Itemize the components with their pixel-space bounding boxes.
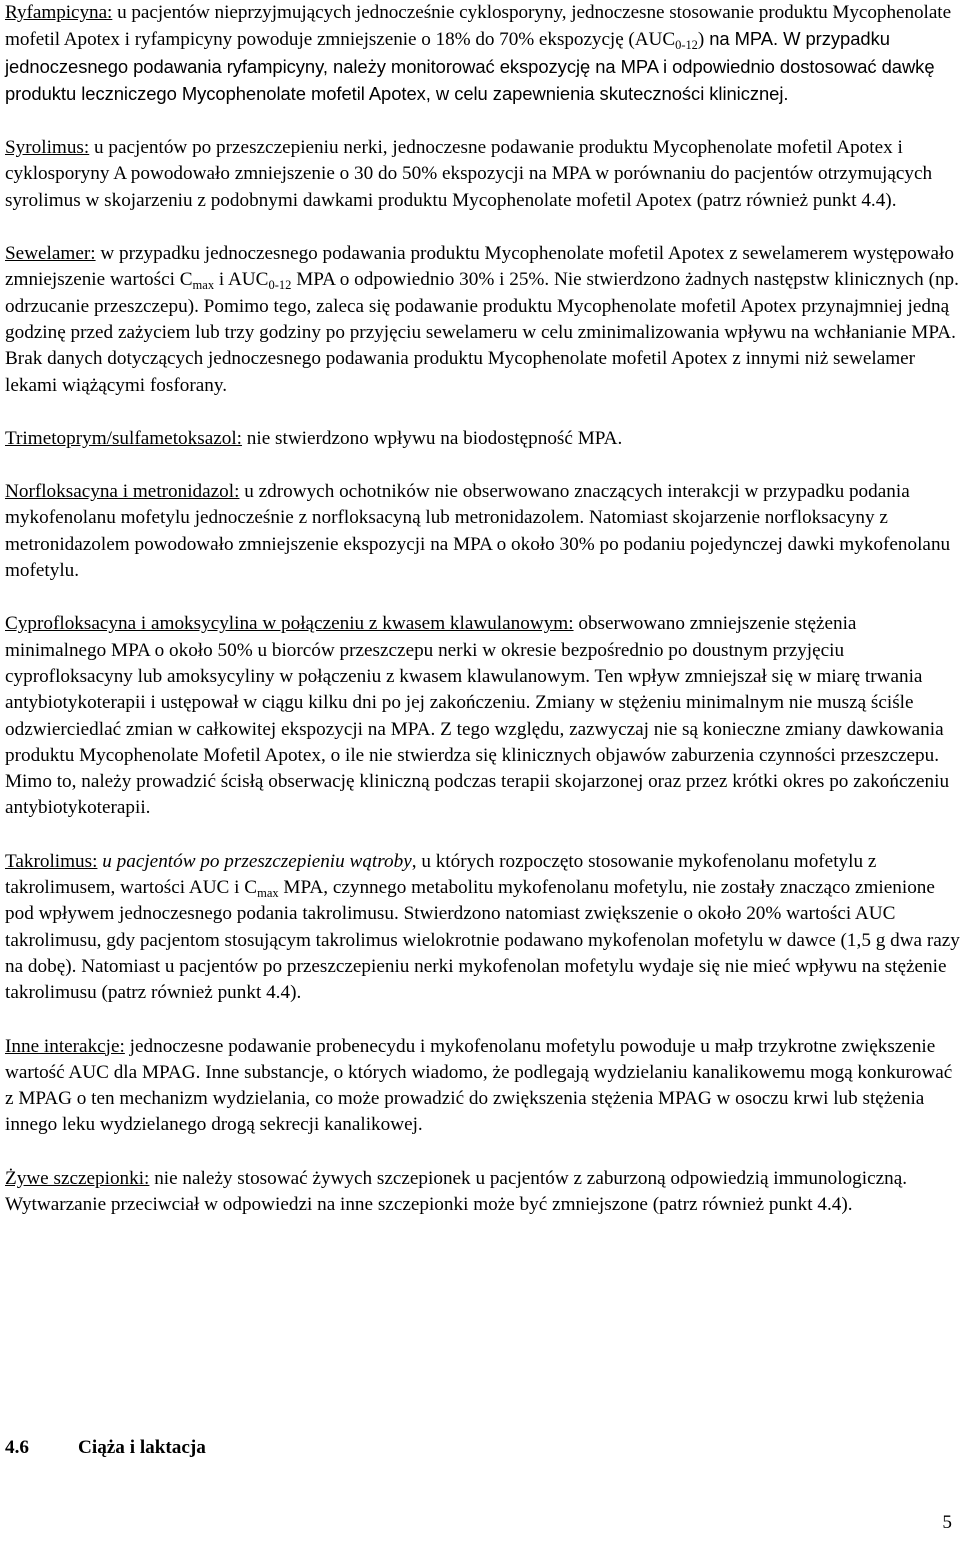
paragraph-inne-interakcje [5, 1034, 960, 1139]
text-ryfampicyna-2: ) [697, 29, 705, 51]
paragraph-ryfampicyna [5, 0, 960, 108]
paragraph-zywe-szczepionki [5, 1166, 960, 1219]
section-number: 4.6 [5, 1437, 29, 1458]
term-norfloksacyna: Norfloksacyna i metronidazol: [5, 481, 240, 503]
paragraph-cyprofloksacyna [5, 611, 960, 821]
paragraph-syrolimus [5, 135, 960, 214]
text-norfloksacyna: u zdrowych ochotników nie obserwowano znaczących interakcji w przypadku podania mykofenolanu mofetylu jednocześnie z norfloksacyną lub metronidazolem. Natomiast skojarzenie norfloksacyny z metronidazolem powodowało zmniejszenie ekspozycji na MPA o około 30% po podaniu pojedynczej dawki mykofenolanu mofetylu. [5, 481, 951, 582]
term-zywe-szczepionki: Żywe szczepionki: [5, 1167, 150, 1189]
document-page [5, 0, 960, 1245]
term-trimetoprym: Trimetoprym/sulfametoksazol: [5, 427, 242, 449]
paragraph-norfloksacyna [5, 479, 960, 584]
text-inne-interakcje: jednoczesne podawanie probenecydu i mykofenolanu mofetylu powoduje u małp trzykrotne zwiększenie wartość AUC dla MPAG. Inne substancje, o których wiadomo, że podlegają wydzielaniu kanalikowemu mogą konkurować z MPAG o ten mechanizm wydzielania, co może prowadzić do zwiększenia stężenia MPAG w osoczu krwi lub stężenia innego leku wydzielanego drogą sekrecji kanalikowej. [5, 1035, 953, 1136]
subscript-auc: 0-12 [675, 38, 698, 53]
paragraph-trimetoprym [5, 426, 960, 452]
page-number: 5 [942, 1512, 952, 1533]
paragraph-sewelamer [5, 241, 960, 399]
subscript-cmax-takrolimus: max [257, 886, 279, 901]
text-takrolimus-italic: u pacjentów po przeszczepieniu wątroby [102, 850, 412, 872]
text-sewelamer-2: i AUC [214, 269, 269, 291]
term-cyprofloksacyna: Cyprofloksacyna i amoksycylina w połączeniu z kwasem klawulanowym: [5, 613, 574, 635]
text-zywe-szczepionki: nie należy stosować żywych szczepionek u pacjentów z zaburzoną odpowiedzią immunologiczną. Wytwarzanie przeciwciał w odpowiedzi na inne szczepionki może być zmniejszone (patrz również punkt 4.4). [5, 1167, 908, 1215]
section-title: Ciąża i laktacja [78, 1437, 206, 1458]
text-takrolimus-1: , u których rozpoczęto stosowanie mykofenolanu mofetylu z takrolimusem, wartości AUC i C [5, 850, 877, 899]
section-heading [5, 1435, 206, 1461]
term-syrolimus: Syrolimus: [5, 137, 90, 159]
paragraph-takrolimus [5, 849, 960, 1007]
text-syrolimus: u pacjentów po przeszczepieniu nerki, jednoczesne podawanie produktu Mycophenolate mofetil Apotex i cyklosporyny A powodowało zmniejszenie o 30 do 50% ekspozycji na MPA w porównaniu do pacjentów otrzymujących syrolimus w skojarzeniu z podobnymi dawkami produktu Mycophenolate mofetil Apotex (patrz również punkt 4.4). [5, 137, 933, 211]
term-ryfampicyna: Ryfampicyna: [5, 2, 113, 23]
text-sewelamer-3: MPA o odpowiednio 30% i 25%. Nie stwierdzono żadnych następstw klinicznych (np. odrzucanie przeszczepu). Pomimo tego, zaleca się podawanie produktu Mycophenolate mofetil Apotex przynajmniej jedną godzinę przed zażyciem lub trzy godziny po przyjęciu sewelameru w celu zminimalizowania wpływu na wchłanianie MPA. Brak danych dotyczących jednoczesnego podawania produktu Mycophenolate mofetil Apotex z innymi niż sewelamer lekami wiążącymi fosforany. [5, 269, 959, 396]
text-sewelamer-1: w przypadku jednoczesnego podawania produktu Mycophenolate mofetil Apotex z sewelamerem występowało zmniejszenie wartości C [5, 243, 954, 291]
text-ryfampicyna-3: na MPA. W przypadku jednoczesnego podawania ryfampicyny, należy monitorować ekspozycję na MPA i odpowiednio dostosować dawkę produktu leczniczego Mycophenolate mofetil Apotex, w celu zapewnienia skuteczności klinicznej. [5, 28, 935, 104]
subscript-auc-range: 0-12 [268, 278, 292, 293]
text-takrolimus-2: MPA, czynnego metabolitu mykofenolanu mofetylu, nie zostały znacząco zmienione pod wpływem jednoczesnego podania takrolimusu. Stwierdzono natomiast zwiększenie o około 20% wartości AUC takrolimusu, gdy pacjentom stosującym takrolimus wielokrotnie podawano mykofenolan mofetylu w dawce (1,5 g dwa razy na dobę). Natomiast u pacjentów po przeszczepieniu nerki mykofenolan mofetylu wydaje się nie mieć wpływu na stężenie takrolimusu (patrz również punkt 4.4). [5, 877, 960, 1004]
text-ryfampicyna-1: u pacjentów nieprzyjmujących jednocześnie cyklosporyny, jednoczesne stosowanie produktu Mycophenolate mofetil Apotex i ryfampicyny powoduje zmniejszenie o 18% do 70% ekspozycję (AUC [5, 2, 952, 51]
text-cyprofloksacyna: obserwowano zmniejszenie stężenia minimalnego MPA o około 50% u biorców przeszczepu nerki w okresie bezpośrednio po doustnym przyjęciu cyprofloksacyny lub amoksycyliny w połączeniu z kwasem klawulanowym. Ten wpływ zmniejszał się w miarę trwania antybiotykoterapii i ustępował w ciągu kilku dni po jej zakończeniu. Zmiany w stężeniu minimalnym nie muszą ściśle odzwierciedlać zmian w całkowitej ekspozycji na MPA. Z tego względu, zazwyczaj nie są konieczne zmiany dawkowania produktu Mycophenolate Mofetil Apotex, o ile nie stwierdza się klinicznych objawów zaburzenia czynności przeszczepu. Mimo to, należy prowadzić ścisłą obserwację kliniczną podczas terapii skojarzonej oraz przez krótki okres po zakończeniu antybiotykoterapii. [5, 613, 950, 819]
text-trimetoprym: nie stwierdzono wpływu na biodostępność MPA. [241, 427, 623, 449]
subscript-cmax: max [192, 278, 215, 293]
term-inne-interakcje: Inne interakcje: [5, 1035, 125, 1057]
term-sewelamer: Sewelamer: [5, 243, 96, 265]
term-takrolimus: Takrolimus: [5, 850, 98, 872]
